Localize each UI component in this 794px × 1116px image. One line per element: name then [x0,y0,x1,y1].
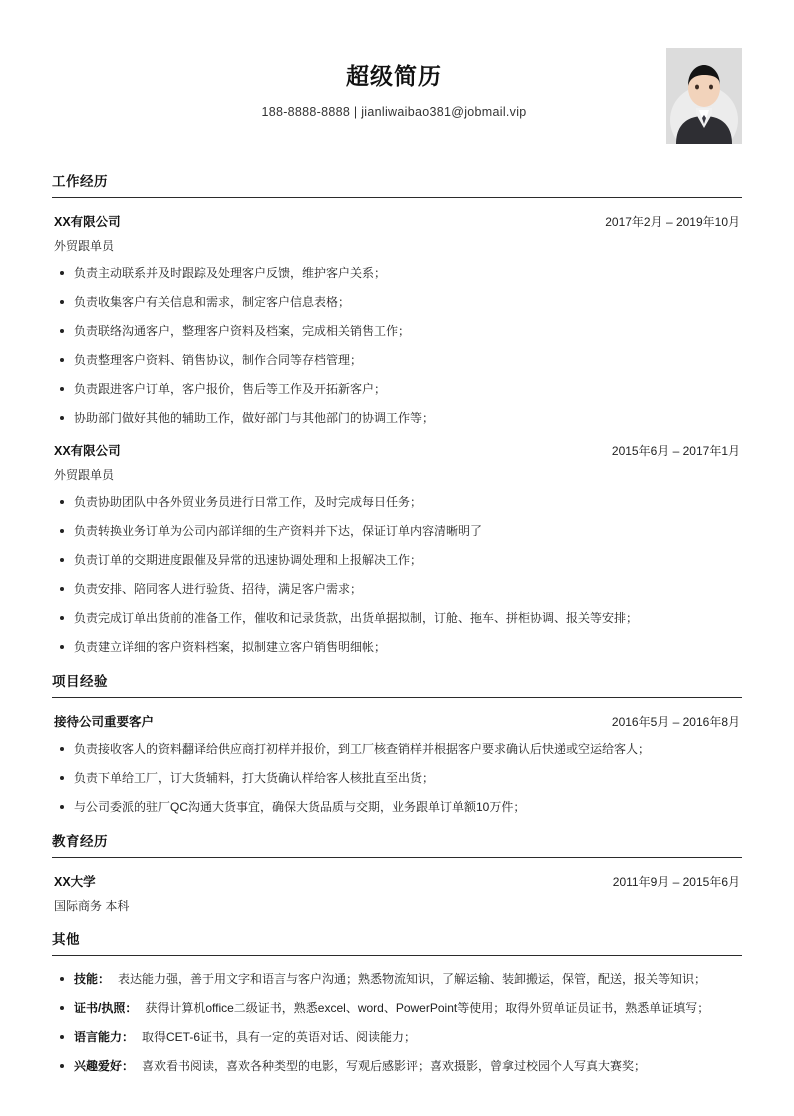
other-item-text: 喜欢看书阅读，喜欢各种类型的电影，写观后感影评；喜欢摄影，曾拿过校园个人写真大赛奖； [142,1059,647,1073]
bullet-item: 负责跟进客户订单，客户报价，售后等工作及开拓新客户； [52,380,742,398]
entry-organization: XX有限公司 [54,444,121,458]
entry-date-range: 2017年2月 – 2019年10月 [605,215,740,229]
bullet-item: 负责主动联系并及时跟踪及处理客户反馈，维护客户关系； [52,264,742,282]
bullet-item: 负责完成订单出货前的准备工作，催收和记录货款，出货单据拟制，订舱、拖车、拼柜协调、报关等安排； [52,609,742,627]
entry-organization: 接待公司重要客户 [54,715,155,729]
section-title: 工作经历 [52,170,742,198]
entry-subtitle: 外贸跟单员 [54,239,115,253]
bullet-item: 负责订单的交期进度跟催及异常的迅速协调处理和上报解决工作； [52,551,742,569]
entry-subtitle: 外贸跟单员 [54,468,115,482]
entry-organization: XX有限公司 [54,215,121,229]
bullet-item: 负责安排、陪同客人进行验货、招待，满足客户需求； [52,580,742,598]
resume-header [52,40,742,170]
bullet-item: 负责建立详细的客户资料档案，拟制建立客户销售明细帐； [52,638,742,656]
other-item-label: 语言能力： [74,1030,135,1044]
avatar [666,48,742,144]
entry-header [52,212,742,230]
bullet-item: 负责联络沟通客户，整理客户资料及档案，完成相关销售工作； [52,322,742,340]
section-1 [52,170,742,656]
other-item [52,970,742,988]
bullet-item: 负责接收客人的资料翻译给供应商打初样并报价，到工厂核查销样并根据客户要求确认后快递或空运给客人； [52,740,742,758]
entry-date-range: 2011年9月 – 2015年6月 [612,875,740,889]
entry-header [52,872,742,890]
bullet-item: 协助部门做好其他的辅助工作，做好部门与其他部门的协调工作等； [52,409,742,427]
bullet-item: 负责收集客户有关信息和需求，制定客户信息表格； [52,293,742,311]
other-item [52,1028,742,1046]
section-title-other: 其他 [52,928,742,956]
other-item-text: 表达能力强，善于用文字和语言与客户沟通；熟悉物流知识，了解运输、装卸搬运，保管，配送，报关等知识； [118,972,707,986]
resume-sections [52,170,742,914]
bullet-item: 负责协助团队中各外贸业务员进行日常工作，及时完成每日任务； [52,493,742,511]
section-other [52,928,742,1075]
resume-entry [52,441,742,656]
entry-bullet-list [52,264,742,427]
section-2 [52,670,742,816]
other-item [52,1057,742,1075]
other-list [52,970,742,1075]
other-item-label: 证书/执照： [74,1001,138,1015]
entry-header [52,712,742,730]
bullet-item: 负责整理客户资料、销售协议，制作合同等存档管理； [52,351,742,369]
resume-entry [52,712,742,816]
section-3 [52,830,742,914]
section-title: 教育经历 [52,830,742,858]
other-item-label: 兴趣爱好： [74,1059,135,1073]
other-item-text: 获得计算机office二级证书，熟悉excel、word、PowerPoint等使用；取得外贸单证员证书，熟悉单证填写； [145,1001,710,1015]
other-item-label: 技能： [74,972,111,986]
entry-subtitle: 国际商务 本科 [54,899,130,913]
other-item-text: 取得CET-6证书，具有一定的英语对话、阅读能力； [142,1030,417,1044]
bullet-item: 负责下单给工厂，订大货辅料，打大货确认样给客人核批直至出货； [52,769,742,787]
entry-header [52,441,742,459]
entry-date-range: 2016年5月 – 2016年8月 [611,715,740,729]
entry-bullet-list [52,493,742,656]
contact-line: 188-8888-8888 | jianliwaibao381@jobmail.vip [261,105,527,119]
bullet-item: 与公司委派的驻厂QC沟通大货事宜，确保大货品质与交期，业务跟单订单额10万件； [52,798,742,816]
header-text-block [52,48,666,119]
section-title: 项目经验 [52,670,742,698]
avatar-illustration [666,48,742,144]
entry-bullet-list [52,740,742,816]
resume-entry [52,872,742,914]
other-item [52,999,742,1017]
bullet-item: 负责转换业务订单为公司内部详细的生产资料并下达，保证订单内容清晰明了 [52,522,742,540]
page-title: 超级简历 [346,63,442,89]
resume-entry [52,212,742,427]
entry-date-range: 2015年6月 – 2017年1月 [611,444,740,458]
entry-organization: XX大学 [54,875,96,889]
